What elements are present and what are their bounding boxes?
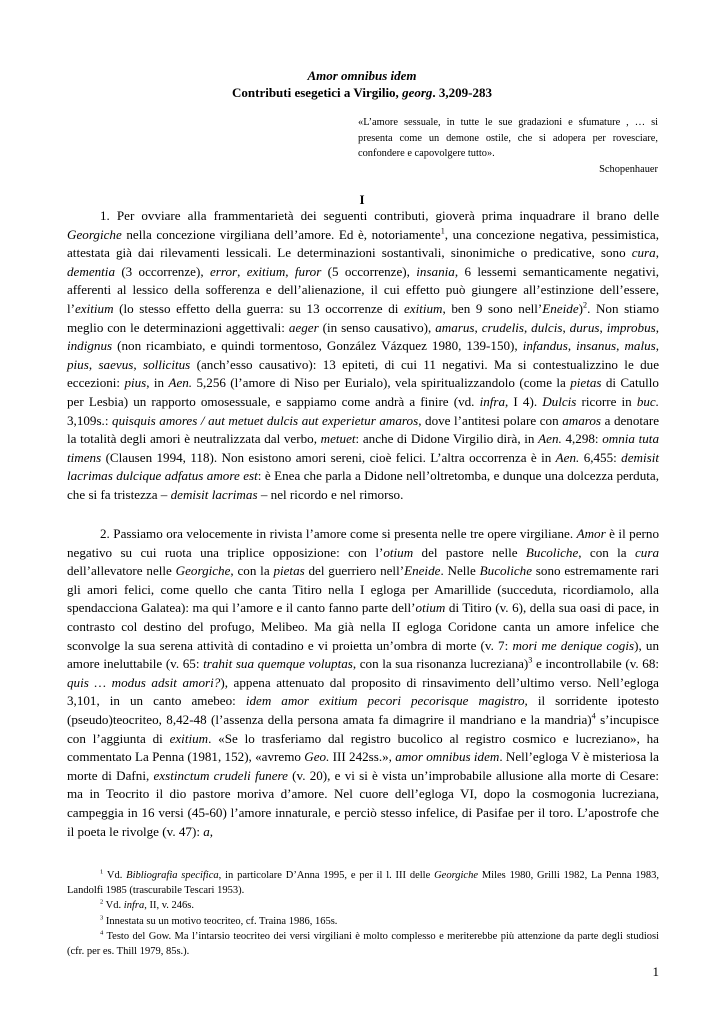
- text-run: amor omnibus idem: [395, 749, 500, 765]
- text-run: ), un amore ineluttabile (v. 65:: [67, 637, 659, 672]
- text-run: , I 4).: [505, 393, 543, 409]
- footnote-number: 3: [100, 914, 104, 922]
- section-heading: I: [359, 192, 365, 207]
- text-run: ,: [562, 319, 570, 335]
- text-run: : è Enea che parla a Didone nell’oltretomba, e dunque una dolcezza perduta, che si fa tristezza –: [67, 468, 659, 502]
- text-run: ,: [655, 245, 659, 261]
- text-run: exstinctum crudeli funere: [153, 767, 288, 783]
- footnote: [67, 898, 659, 913]
- text-run: Testo del Gow. Ma l’intarsio teocriteo dei versi virgiliani è molto complesso e meriterebbe più attenzione da parte degli studiosi (cfr. per es. Thill 1979, 85s.).: [67, 930, 659, 958]
- article-subtitle: Contributi esegetici a Virgilio, georg. 3,209-283: [232, 85, 492, 100]
- text-run: Georgiche: [434, 870, 479, 881]
- text-run: aeger: [288, 319, 319, 335]
- text-run: Innestata su un motivo teocriteo, cf. Traina 1986, 165s.: [103, 915, 338, 927]
- text-run: amarus: [435, 319, 475, 335]
- text-run: , 6 lessemi semanticamente negativi, afferenti al lessico della sofferenza e dell’alienazione, il cui effetto può giungere all’estinzione dell’essere, l’: [67, 263, 660, 316]
- body-paragraph-1: [67, 207, 659, 505]
- text-run: : anche di Didone Virgilio dirà, in: [355, 431, 539, 447]
- text-run: omnia tuta timens: [67, 431, 659, 465]
- text-run: Aen.: [538, 431, 562, 447]
- text-run: (in senso causativo),: [318, 319, 436, 335]
- text-run: cura: [635, 544, 660, 560]
- text-run: (3 occorrenze),: [115, 263, 210, 279]
- text-run: Eneide: [404, 563, 441, 579]
- text-run: e incontrollabile (v. 68:: [532, 656, 660, 672]
- text-run: – nel ricordo e nel rimorso.: [257, 486, 404, 502]
- text-run: insania: [416, 263, 455, 279]
- text-run: Vd.: [103, 900, 124, 912]
- text-run: , una concezione negativa, pessimistica, attestata già dai rilevamenti lessicali. Le determinazioni sostantivali, sinonimiche o predicative, sono: [67, 226, 659, 261]
- text-run: Miles 1980, Grilli 1982, La Penna 1983, Landolfi 1985 (trascurabile Tescari 1953).: [67, 870, 659, 897]
- text-run: , con la sua risonanza lucreziana): [352, 656, 529, 672]
- text-run: (non ricambiato, e quindi tormentoso, González Vázquez 1980, 139-150),: [112, 338, 523, 354]
- text-run: infandus: [522, 338, 568, 354]
- text-run: Georgiche: [175, 563, 231, 579]
- text-run: , ben 9 sono nell’: [442, 300, 543, 316]
- text-run: pietas: [570, 375, 602, 391]
- text-run: ,: [133, 356, 143, 372]
- text-run: (5 occorrenze),: [321, 263, 417, 279]
- text-run: (anch’esso causativo): 13 epiteti, di cui 11 negativi. Ma si contestualizzino le due eccezioni:: [67, 356, 659, 391]
- paragraph-text: [67, 525, 659, 841]
- text-run: crudelis: [481, 319, 524, 335]
- footnotes: [67, 868, 659, 959]
- text-run: , con la: [230, 563, 274, 579]
- text-run: dell’allevatore nelle: [67, 563, 176, 579]
- text-run: ,: [567, 338, 577, 354]
- text-run: ): [578, 300, 584, 316]
- text-run: trahit sua quemque voluptas: [203, 656, 353, 672]
- text-run: saevus: [98, 356, 134, 372]
- text-run: ,: [599, 319, 607, 335]
- text-run: Bucoliche: [479, 563, 533, 579]
- text-run: . Nelle: [440, 563, 480, 579]
- text-run: (Clausen 1994, 118). Non esistono amori sereni, cioè felici. L’altra occorrenza è in: [101, 449, 556, 465]
- text-run: malus: [624, 338, 656, 354]
- text-run: demisit lacrimas dulcique adfatus amore est: [67, 449, 659, 484]
- text-run: pietas: [273, 563, 305, 579]
- footnote-ref: 1: [440, 226, 445, 236]
- text-run: infra: [479, 393, 506, 409]
- text-run: è il perno negativo su cui ruota una triplice opposizione: con l’: [67, 526, 659, 560]
- text-run: cura: [631, 245, 656, 261]
- text-run: . Non stiamo meglio con le determinazioni aggettivali:: [67, 300, 659, 335]
- text-run: Aen.: [555, 449, 580, 465]
- text-run: 1. Per ovviare alla frammentarietà dei seguenti contributi, gioverà prima inquadrare il brano delle: [100, 208, 659, 223]
- text-run: demisit lacrimas: [170, 486, 258, 502]
- text-run: error: [209, 263, 238, 279]
- text-run: nella concezione virgiliana dell’amore. Ed è, notoriamente: [121, 226, 441, 242]
- text-run: di Titiro (v. 6), della sua oasi di pace, in contrasto col destino del profugo, Melibeo. Ma già nella II egloga Coridone canta un amore infelice che sconvolge la sua serena attività di contadino e vi proietta un’ombra di morte (v. 7:: [67, 600, 659, 653]
- text-run: dulcis: [531, 319, 563, 335]
- text-run: amaros: [562, 412, 601, 428]
- text-run: 6,455:: [579, 449, 622, 465]
- text-run: (v. 20), e vi si è vista un’improbabile allusione alla morte di Cesare: ma in Teocrito il dio pastore moriva d’amore. Nel cuore dell’egloga VI, dopo la cosmogonia lucreziana, campeggia in 16 versi (45-60) l’amore innaturale, e perciò stesso infelice, di Pasifae per il toro. L’apostrofe che il poeta le rivolge (v. 47):: [67, 767, 659, 839]
- epigraph-author: Schopenhauer: [599, 163, 658, 175]
- text-run: ), appena attenuato dal proposito di rinsavimento dell’ultimo verso. Nell’egloga 3,101, in un canto amebeo:: [67, 674, 659, 709]
- footnote-ref: 2: [583, 300, 588, 310]
- article-title: Amor omnibus idem: [307, 68, 417, 83]
- text-run: 3,109s.:: [67, 412, 113, 428]
- text-run: Bucoliche: [525, 544, 579, 560]
- footnote-number: 4: [100, 929, 104, 937]
- text-run: . «Se lo trasferiamo dal registro bucolico al registro cosmico e lucreziano», ha commentato La Penna (1981, 152), «avremo: [67, 730, 659, 765]
- text-run: s’incupisce con l’aggiunta di: [67, 711, 659, 746]
- footnote: [67, 914, 659, 929]
- text-run: buc.: [636, 393, 659, 409]
- text-run: III 242ss.»,: [329, 749, 396, 765]
- footnote: [67, 868, 659, 898]
- text-run: idem amor exitium pecori pecorisque magistro,: [245, 693, 528, 709]
- text-run: , dove l’antitesi polare con: [418, 412, 563, 428]
- text-run: del guerriero nell’: [304, 563, 405, 579]
- text-run: a,: [203, 823, 214, 839]
- text-run: 5,256 (l’amore di Niso per Eurialo), vela spiritualizzandolo (come la: [192, 375, 571, 391]
- text-run: quis … modus adsit amori?: [67, 674, 221, 690]
- text-run: ,: [237, 263, 247, 279]
- body-paragraph-2: [67, 525, 659, 841]
- text-run: . Nell’egloga V è misteriosa la morte di Dafni,: [67, 749, 659, 783]
- text-run: pius: [124, 375, 147, 391]
- text-run: , con la: [578, 544, 635, 560]
- text-run: Bibliografia specifica: [126, 870, 219, 881]
- text-run: Geo.: [304, 749, 330, 765]
- text-run: ,: [655, 338, 660, 354]
- text-run: Georgiche: [67, 226, 122, 242]
- text-run: exitium: [403, 300, 443, 316]
- text-run: Aen.: [168, 375, 193, 391]
- text-run: dementia: [67, 263, 115, 279]
- text-run: , in particolare D’Anna 1995, e per il l. III delle: [218, 870, 435, 881]
- text-run: , in: [146, 375, 169, 391]
- footnote-number: 1: [100, 868, 104, 876]
- text-run: 2. Passiamo ora velocemente in rivista l’amore come si presenta nelle tre opere virgiliane.: [100, 526, 577, 541]
- text-run: ,: [474, 319, 482, 335]
- text-run: exitium: [169, 730, 209, 746]
- text-run: 4,298:: [561, 431, 603, 447]
- text-run: sono estremamente rari gli amori felici, come quello che canta Titiro nella I egloga per Amarillide (succeduta, ricordiamolo, alla spendacciona Galatea): ma qui l’amore e il canto fanno parte dell’: [67, 563, 660, 616]
- text-run: ,: [285, 263, 295, 279]
- footnote-number: 2: [100, 898, 104, 906]
- text-run: improbus: [606, 319, 656, 335]
- text-run: furor: [294, 263, 322, 279]
- text-run: Vd.: [103, 870, 127, 881]
- text-run: ,: [88, 356, 99, 372]
- text-run: insanus: [576, 338, 617, 354]
- text-run: otium: [383, 544, 414, 560]
- text-run: metuet: [320, 431, 356, 447]
- text-run: otium: [415, 600, 446, 616]
- text-run: ricorre in: [576, 393, 637, 409]
- text-run: , II, v. 246s.: [144, 900, 194, 912]
- footnote-ref: 4: [591, 711, 596, 721]
- page-number: 1: [652, 964, 659, 979]
- text-run: infra: [123, 900, 145, 912]
- epigraph-quote: «L’amore sessuale, in tutte le sue gradazioni e sfumature , … si presenta come un demone ostile, che si adopera per rovesciare, confondere e capovolgere tutto».: [358, 117, 658, 160]
- footnote: [67, 929, 659, 959]
- text-run: Eneide: [542, 300, 579, 316]
- paragraph-text: [67, 207, 659, 505]
- text-run: exitium: [246, 263, 286, 279]
- text-run: il sorridente ipotesto (pseudo)teocriteo, 8,42-48 (l’assenza della persona amata fa dimagrire il mandriano e la mandria): [67, 693, 659, 727]
- text-run: del pastore nelle: [413, 544, 526, 560]
- text-run: indignus: [67, 338, 113, 354]
- text-run: ,: [523, 319, 532, 335]
- footnote-ref: 3: [528, 655, 533, 665]
- text-run: exitium: [75, 300, 114, 316]
- text-run: quisquis amores / aut metuet dulcis aut experietur amaros: [112, 412, 419, 428]
- text-run: mori me denique cogis: [512, 637, 635, 653]
- text-run: pius: [67, 356, 89, 372]
- text-run: di Catullo per Lesbia) un rapporto omosessuale, e sappiamo come andrà a finire (vd.: [67, 375, 659, 409]
- text-run: Amor: [576, 526, 606, 541]
- text-run: sollicitus: [142, 356, 191, 372]
- text-run: ,: [616, 338, 625, 354]
- text-run: (lo stesso effetto della guerra: su 13 occorrenze di: [113, 300, 404, 316]
- text-run: a denotare la totalità degli amori è neutralizzata dal verbo,: [67, 412, 660, 447]
- text-run: ,: [655, 319, 659, 335]
- text-run: durus: [569, 319, 600, 335]
- epigraph: [358, 115, 658, 177]
- text-run: Dulcis: [542, 393, 577, 409]
